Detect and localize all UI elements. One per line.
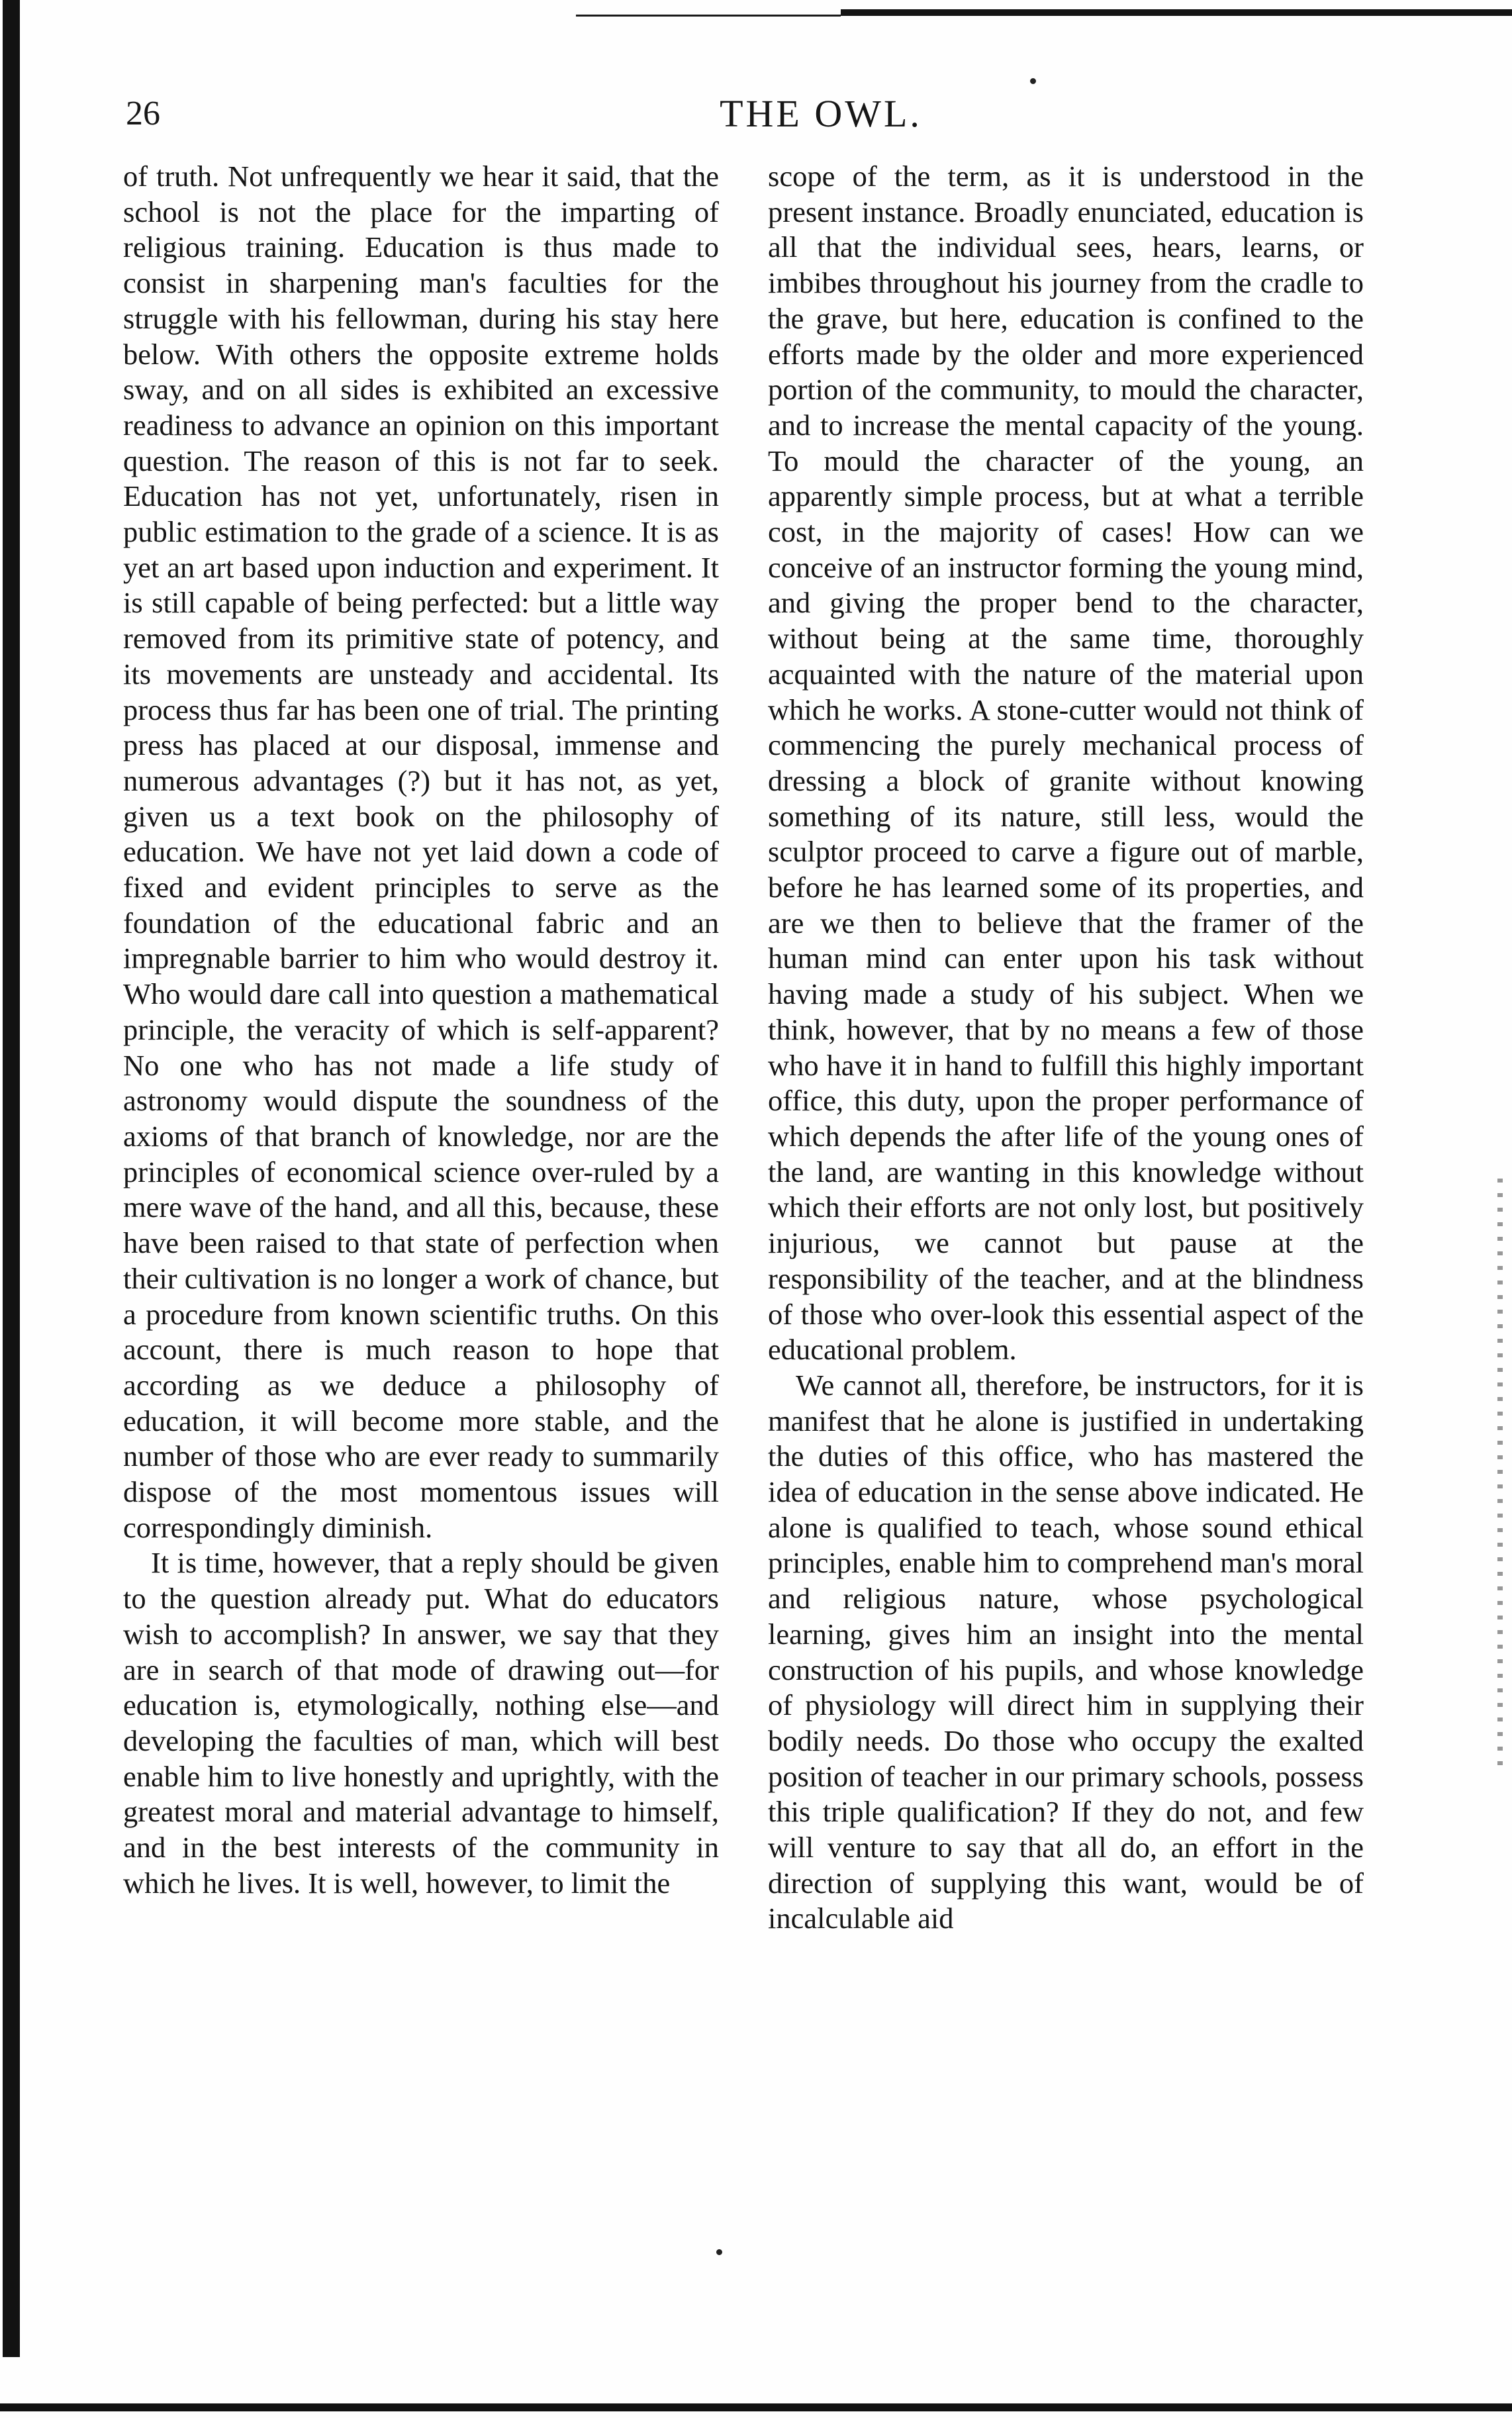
bottom-rule <box>0 2403 1512 2411</box>
right-column <box>768 159 1364 1937</box>
paragraph: We cannot all, therefore, be instructors, for it is manifest that he alone is justified in undertaking the duties of this office, who has mastered the idea of education in the sense above indicated. He alone is qualified to teach, whose sound ethical principles, enable him to comprehend man's moral and religious nature, whose psychological learning, gives him an insight into the mental construction of his pupils, and whose knowledge of physiology will direct him in supplying their bodily needs. Do those who occupy the exalted position of teacher in our primary schools, possess this triple qualification? If they do not, and few will venture to say that all do, an effort in the direction of supplying this want, would be of incalculable aid <box>768 1368 1364 1935</box>
page-header <box>126 94 1403 147</box>
top-rule-thick <box>841 9 1512 16</box>
ink-speck <box>716 2249 722 2255</box>
page-edge-shadow <box>3 0 20 2357</box>
paragraph: scope of the term, as it is understood in the present instance. Broadly enunciated, education is all that the individual sees, hears, learns, or imbibes throughout his journey from the cradle to the grave, but here, education is confined to the efforts made by the older and more experienced portion of the community, to mould the character, and to increase the mental capacity of the young. To mould the character of the young, an apparently simple process, but at what a terrible cost, in the majority of cases! How can we conceive of an instructor forming the young mind, and giving the proper bend to the character, without being at the same time, thoroughly acquainted with the nature of the material upon which he works. A stone-cutter would not think of commencing the purely mechanical process of dressing a block of granite without knowing something of its nature, still less, would the sculptor proceed to carve a figure out of marble, before he has learned some of its properties, and are we then to believe that the framer of the human mind can enter upon his task without having made a study of his subject. When we think, however, that by no means a few of those who have it in hand to fulfill this highly important office, this duty, upon the proper performance of which depends the after life of the young ones of the land, are wanting in this knowledge without which their efforts are not only lost, but positively injurious, we cannot but pause at the responsibility of the teacher, and at the blindness of those who over-look this essential aspect of the educational problem. <box>768 160 1364 1367</box>
left-column <box>123 159 719 1901</box>
margin-bleed-through <box>1497 1179 1503 1774</box>
top-rule-thin <box>576 15 841 17</box>
paragraph: of truth. Not unfrequently we hear it said, that the school is not the place for the imparting of religious training. Education is thus made to consist in sharpening man's faculties for the struggle with his fellowman, during his stay here below. With others the opposite extreme holds sway, and on all sides is exhibited an excessive readiness to advance an opinion on this important question. The reason of this is not far to seek. Education has not yet, unfortunately, risen in public estimation to the grade of a science. It is as yet an art based upon induction and experiment. It is still capable of being perfected: but a little way removed from its primitive state of potency, and its movements are unsteady and accidental. Its process thus far has been one of trial. The printing press has placed at our disposal, immense and numerous advantages (?) but it has not, as yet, given us a text book on the philosophy of education. We have not yet laid down a code of fixed and evident principles to serve as the foundation of the educational fabric and an impregnable barrier to him who would destroy it. Who would dare call into question a mathematical principle, the veracity of which is self-apparent? No one who has not made a life study of astronomy would dispute the soundness of the axioms of that branch of knowledge, nor are the principles of economical science over-ruled by a mere wave of the hand, and all this, because, these have been raised to that state of perfection when their cultivation is no longer a work of chance, but a procedure from known scientific truths. On this account, there is much reason to hope that according as we deduce a philosophy of education, it will become more stable, and the number of those who are ever ready to summarily dispose of the most momentous issues will correspondingly diminish. <box>123 160 719 1544</box>
paragraph: It is time, however, that a reply should be given to the question already put. What do educators wish to accomplish? In answer, we say that they are in search of that mode of drawing out—for education is, etymologically, nothing else—and developing the faculties of man, which will best enable him to live honestly and uprightly, with the greatest moral and material advantage to himself, and in the best interests of the community in which he lives. It is well, however, to limit the <box>123 1546 719 1900</box>
ink-speck <box>1030 78 1036 84</box>
page-number: 26 <box>126 95 160 132</box>
running-title: THE OWL. <box>720 92 922 135</box>
